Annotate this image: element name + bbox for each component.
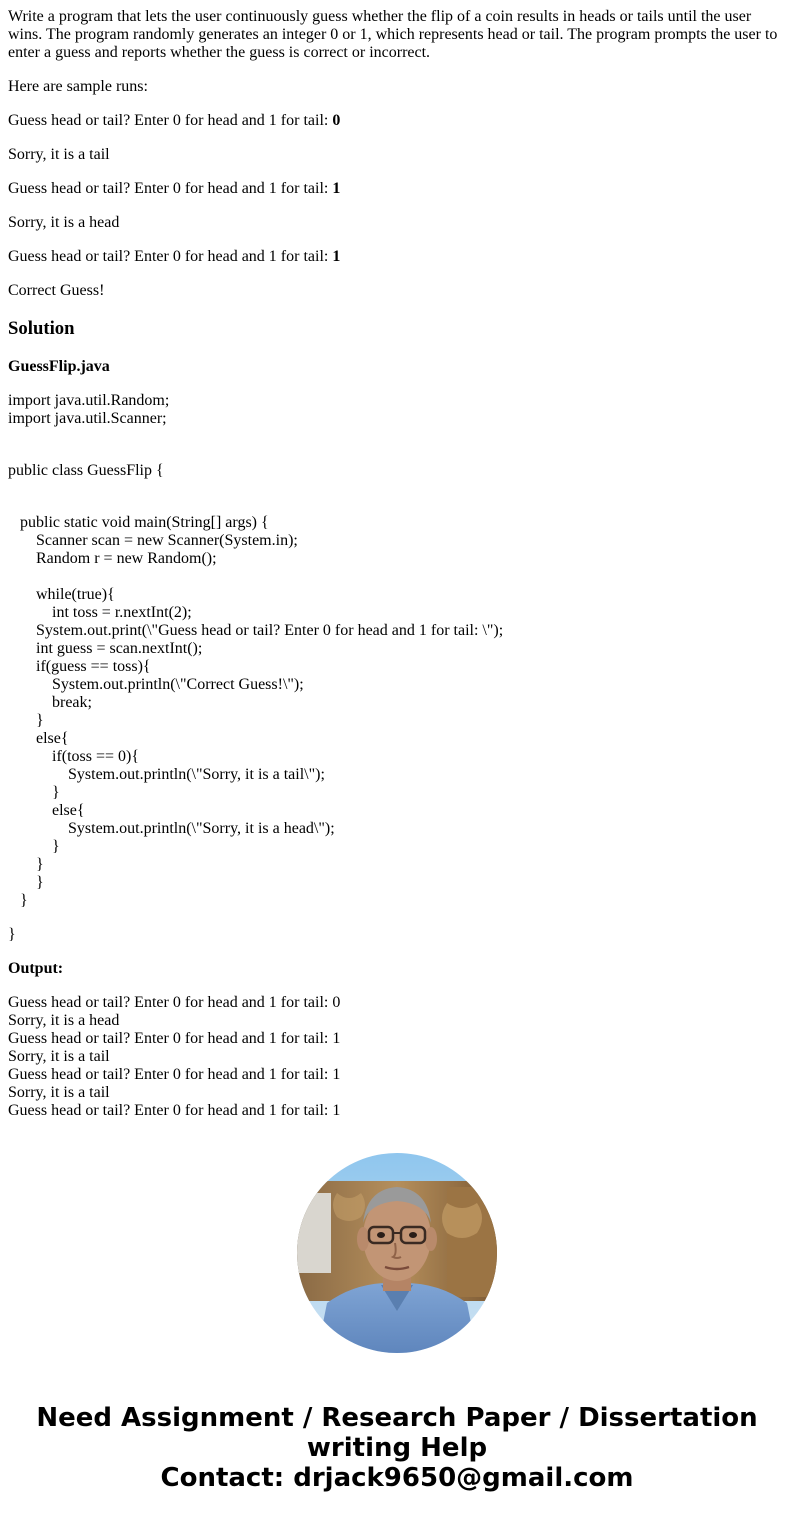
footer-line-2: writing Help [306,1433,488,1463]
output-line: Guess head or tail? Enter 0 for head and 1 for tail: 1 [8,1066,341,1083]
output-line: Sorry, it is a tail [8,1084,110,1101]
output-line: Guess head or tail? Enter 0 for head and 1 for tail: 1 [8,1102,341,1119]
sample-result-3: Correct Guess! [8,282,105,299]
output-line: Guess head or tail? Enter 0 for head and 1 for tail: 1 [8,1030,341,1047]
sample-prompt-text: Guess head or tail? Enter 0 for head and 1 for tail: [8,180,333,197]
sample-prompt-1 [8,112,786,130]
output-line: Sorry, it is a head [8,1012,120,1029]
footer-contact-email: Contact: drjack9650@gmail.com [160,1463,634,1493]
output-block [8,994,786,1120]
sample-prompt-2 [8,180,786,198]
sample-input: 1 [332,248,341,265]
code-class-close: } [8,926,16,943]
sample-result-2: Sorry, it is a head [8,214,120,231]
sample-result-1: Sorry, it is a tail [8,146,110,163]
output-label: Output: [8,960,64,977]
sample-intro: Here are sample runs: [8,78,148,95]
code-class-decl: public class GuessFlip { [8,462,164,479]
output-line: Guess head or tail? Enter 0 for head and 1 for tail: 0 [8,994,341,1011]
footer-line-1: Need Assignment / Research Paper / Dissertation [36,1403,758,1433]
solution-filename: GuessFlip.java [8,358,110,375]
avatar [297,1153,497,1353]
output-line: Sorry, it is a tail [8,1048,110,1065]
sample-prompt-3 [8,248,786,266]
code-main-method: public static void main(String[] args) { Scanner scan = new Scanner(System.in); Random r = new Random(); while(true){ int toss = r.nextInt(2); System.out.print(\"Guess head or tail? Enter 0 for head and 1 for tail: \"); int guess = scan.nextInt(); if(guess == toss){ System.out.println(\"Correct Guess!\"); break; } else{ if(toss == 0){ System.out.println(\"Sorry, it is a tail\"); } else{ System.out.println(\"Sorry, it is a head\"); } } } } [20,514,504,909]
sample-input: 1 [332,180,341,197]
solution-heading: Solution [8,318,75,339]
problem-statement: Write a program that lets the user continuously guess whether the flip of a coin results in heads or tails until the user wins. The program randomly generates an integer 0 or 1, which represents head or tail. The program prompts the user to enter a guess and reports whether the guess is correct or incorrect. [8,8,778,61]
sample-prompt-text: Guess head or tail? Enter 0 for head and 1 for tail: [8,112,333,129]
code-imports: import java.util.Random; import java.util.Scanner; [8,392,170,427]
footer-contact-banner [0,1403,794,1493]
sample-input: 0 [332,112,341,129]
sample-prompt-text: Guess head or tail? Enter 0 for head and 1 for tail: [8,248,333,265]
avatar-portrait-image [297,1153,497,1353]
